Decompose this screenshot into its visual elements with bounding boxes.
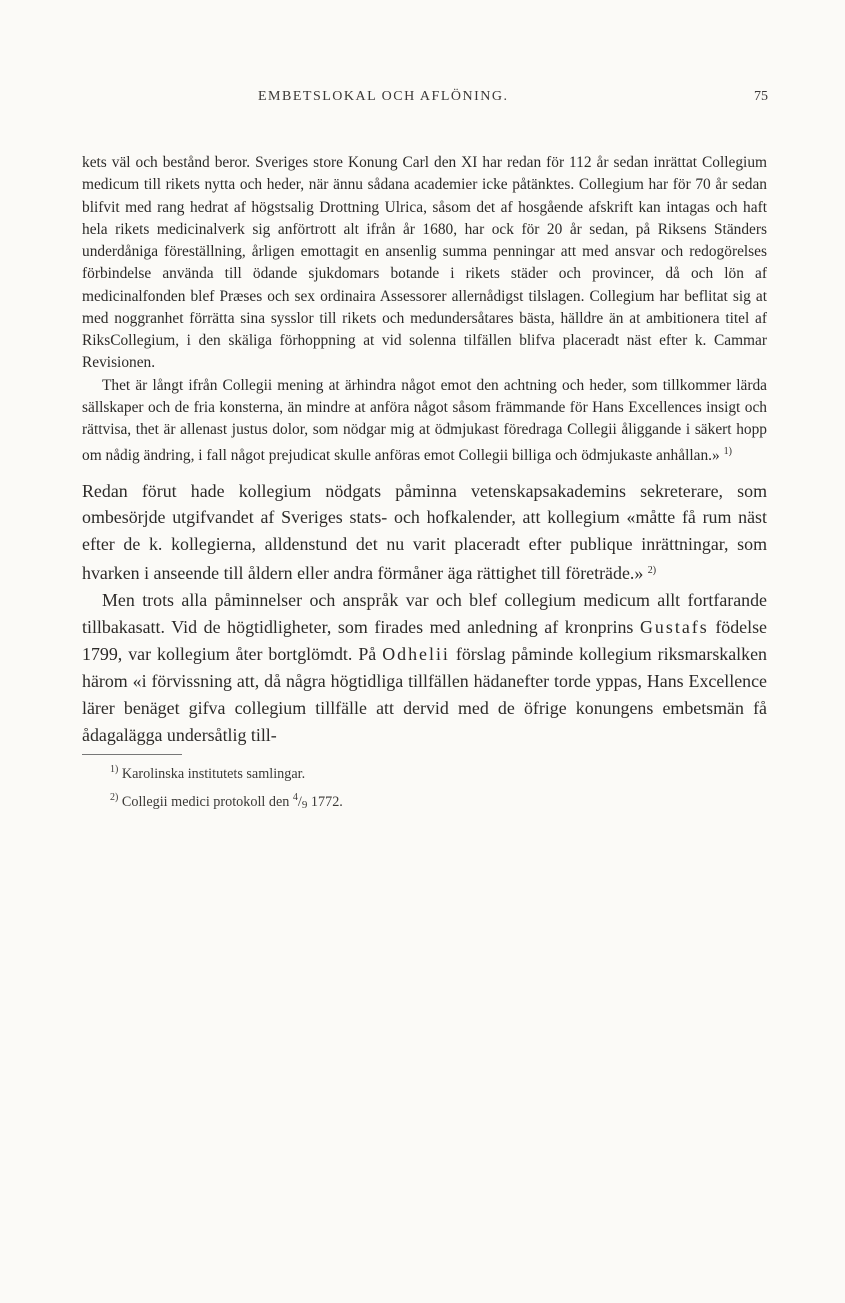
paragraph-text: födelse 1799, var kollegium åter bortglömdt. På — [82, 617, 767, 664]
large-text-block — [82, 478, 767, 749]
paragraph-text: Men trots alla påminnelser och anspråk var och blef collegium medicum allt fortfarande tillbakasatt. Vid de högtidligheter, som firades med anledning af kronprins — [82, 590, 767, 638]
footnote — [110, 758, 750, 786]
person-name: Odhelii — [382, 643, 450, 664]
body-text — [82, 152, 767, 749]
footnote-date-month: 9 — [301, 799, 308, 811]
header-title: EMBETSLOKAL OCH AFLÖNING. — [258, 89, 509, 104]
footnote-ref: 1) — [723, 446, 732, 458]
paragraph — [82, 152, 767, 375]
footnote: $^{2)}$ Collegii medici protokoll den $^4$/9 1772. — [110, 792, 343, 811]
paragraph-text: kets väl och bestånd beror. Sveriges store Konung Carl den XI har redan för 112 år sedan inrättat Collegium medicum till rikets nytta och heder, när ännu sådana academier icke påtänktes. Collegium har för 70 år sedan blifvit med rang hedrat af högstsalig Drottning Ulrica, såsom det af hosgående afskrift kan intagas och haft hela rikets medicinalverk sig anförtrott alt ifrån år 1680, har ock för 20 år sedan, på Riksens Ständers underdåniga föreställning, årligen emottagit en ansenlig summa penningar att med ansvar och redogörelses förbindelse använda till ödande sjukdomars botande i rikets städer och provincer, då och lön af medicinalfonden blef Præses och sex ordinaira Assessorer allernådigst tilslagen. Collegium har beflitat sig at med noggranhet förrätta sina sysslor till rikets och medundersåtares bästa, hälldre än at ambitionera titel af RiksCollegium, i den skäliga förhoppning at vid solenna tilfällen blifva placeradt näst efter k. Cammar Revisionen. — [82, 154, 767, 372]
running-header — [258, 89, 768, 111]
footnote-ref: 2) — [647, 565, 657, 577]
paragraph — [82, 587, 767, 748]
paragraph-text: Redan förut hade kollegium nödgats påminna vetenskapsakademins sekreterare, som ombesörjde utgifvandet af Sveriges stats- och hofkalender, att kollegium «måtte få rum näst efter de k. kollegierna, alldenstund det nu varit placeradt efter publique inrättningar, som hvarken i anseende till åldern eller andra förmåner äga rättighet till företräde.» — [82, 480, 767, 584]
footnote-text: Karolinska institutets samlingar. — [121, 766, 306, 782]
person-name: Gustafs — [640, 617, 709, 638]
paragraph-text: förslag påminde kollegium riksmarskalken härom «i förvissning att, då några högtidliga tillfällen hädanefter torde yppas, Hans Excellence lärer benäget gifva collegium tillfälle att dervid med de öfrige konungens embetsmän få ådagalägga undersåtlig till- — [82, 643, 767, 745]
footnote-mark: 1) — [110, 764, 119, 775]
page-number: 75 — [754, 89, 768, 104]
footnotes — [110, 758, 750, 817]
paragraph — [82, 375, 767, 468]
paragraph — [82, 478, 767, 588]
footnote-divider — [82, 754, 182, 755]
footnote-text: Collegii medici protokoll den — [121, 794, 290, 810]
footnote-year: 1772. — [310, 794, 343, 810]
footnote-mark: 2) — [110, 792, 119, 803]
paragraph-text: Thet är långt ifrån Collegii mening at ärhindra något emot den achtning och heder, som tillkommer lärda sällskaper och de fria konsterna, än mindre at anföra något såsom främmande för Hans Excellences insigt och rättvisa, thet är allenast justus dolor, som nödgar mig at ödmjukast föredraga Collegii åliggande i säkert hopp om nådig ändring, i fall något prejudicat skulle anföras emot Collegii billiga och ödmjukaste anhållan.» — [82, 376, 767, 465]
footnote-date-day: 4 — [292, 792, 298, 803]
